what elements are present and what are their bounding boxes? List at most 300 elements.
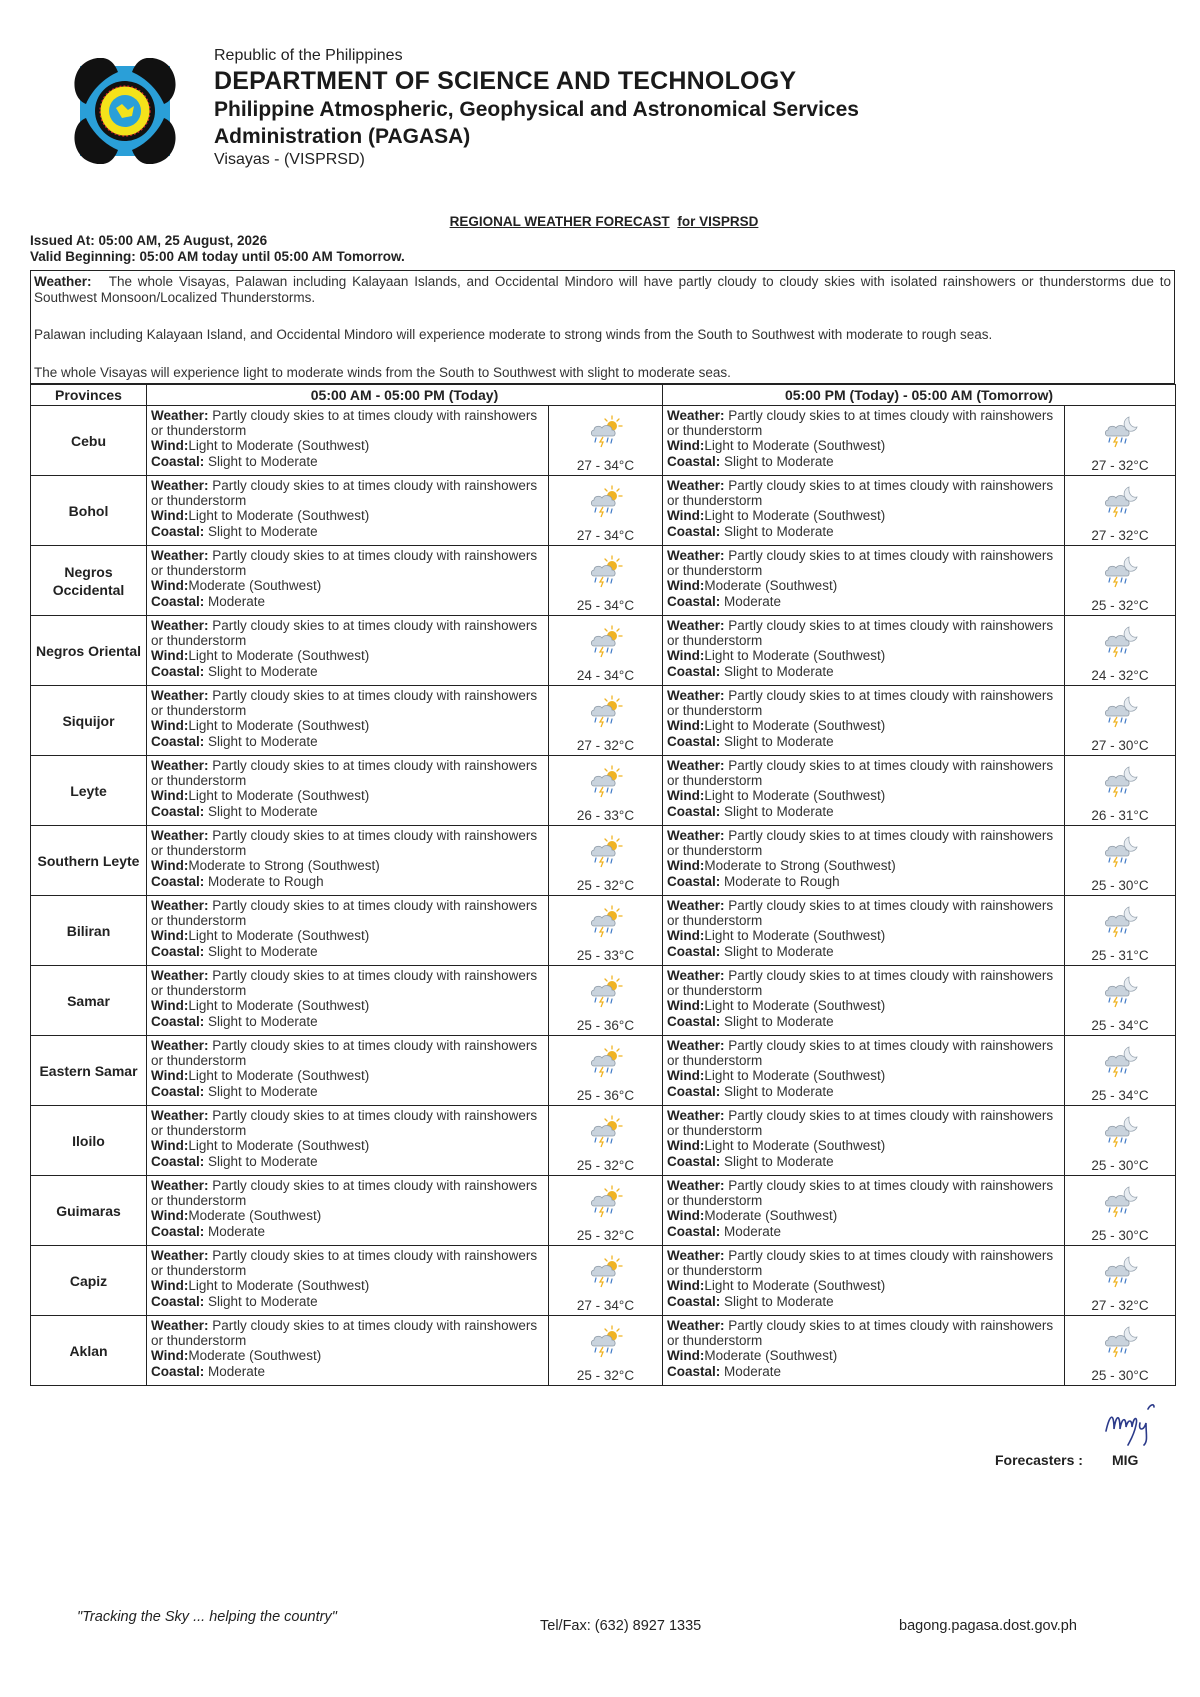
weather-label: Weather: [151, 898, 209, 913]
day-wind-text: Light to Moderate (Southwest) [188, 1138, 370, 1154]
day-forecast-cell [549, 686, 663, 756]
day-wind-line [151, 928, 544, 943]
coastal-label: Coastal: [151, 663, 205, 679]
night-coastal-text: Moderate [724, 1223, 782, 1239]
synopsis-text-1: The whole Visayas, Palawan including Kalayaan Islands, and Occidental Mindoro will have partly cloudy to cloudy skies with isolated rainshowers or thunderstorms due to Southwest Monsoon/Localized Thunderstorms. [34, 274, 1171, 305]
partly-cloudy-day-thunderstorm-icon [588, 1254, 624, 1288]
day-forecast-cell [549, 1106, 663, 1176]
night-forecast-cell [1065, 826, 1176, 896]
province-name: Guimaras [31, 1176, 147, 1246]
night-forecast-cell [1065, 966, 1176, 1036]
weather-label: Weather: [667, 1318, 725, 1333]
province-name: Southern Leyte [31, 826, 147, 896]
day-temperature: 25 - 36°C [576, 1088, 635, 1103]
night-temperature: 26 - 31°C [1091, 808, 1149, 823]
province-name: Capiz [31, 1246, 147, 1316]
day-weather-text: Partly cloudy skies to at times cloudy with rainshowers or thunderstorm [151, 898, 538, 929]
night-wind-text: Light to Moderate (Southwest) [704, 1278, 886, 1294]
title-main: REGIONAL WEATHER FORECAST [449, 214, 670, 229]
day-coastal-text: Slight to Moderate [208, 943, 318, 959]
night-wind-line [667, 1138, 1060, 1153]
day-weather-line [151, 758, 544, 788]
wind-label: Wind: [151, 858, 189, 874]
night-temperature: 27 - 30°C [1091, 738, 1149, 753]
night-wind-text: Light to Moderate (Southwest) [704, 1068, 886, 1084]
night-temperature: 24 - 32°C [1091, 668, 1149, 683]
night-weather-line [667, 758, 1060, 788]
wind-label: Wind: [151, 508, 189, 524]
night-wind-text: Moderate (Southwest) [704, 1208, 838, 1224]
title-suffix: for VISPRSD [677, 214, 759, 229]
weather-label: Weather: [151, 478, 209, 493]
weather-label: Weather: [667, 548, 725, 563]
day-wind-line [151, 788, 544, 803]
day-coastal-line [151, 524, 544, 539]
partly-cloudy-night-thunderstorm-icon [1102, 1324, 1138, 1358]
night-weather-text: Partly cloudy skies to at times cloudy with rainshowers or thunderstorm [667, 618, 1054, 649]
night-coastal-text: Slight to Moderate [724, 663, 834, 679]
day-weather-line [151, 1178, 544, 1208]
province-name: Siquijor [31, 686, 147, 756]
day-coastal-text: Slight to Moderate [208, 1013, 318, 1029]
coastal-label: Coastal: [667, 733, 721, 749]
day-wind-text: Moderate (Southwest) [188, 1208, 322, 1224]
day-forecast-cell [549, 896, 663, 966]
night-weather-line [667, 1108, 1060, 1138]
partly-cloudy-night-thunderstorm-icon [1102, 694, 1138, 728]
day-coastal-text: Slight to Moderate [208, 1083, 318, 1099]
partly-cloudy-day-thunderstorm-icon [588, 484, 624, 518]
day-wind-line [151, 998, 544, 1013]
partly-cloudy-night-thunderstorm-icon [1102, 1114, 1138, 1148]
night-weather-text: Partly cloudy skies to at times cloudy with rainshowers or thunderstorm [667, 478, 1054, 509]
issued-at: Issued At: 05:00 AM, 25 August, 2026 [30, 233, 268, 248]
coastal-label: Coastal: [151, 453, 205, 469]
table-row [31, 1106, 1176, 1176]
night-forecast-text [663, 756, 1065, 826]
day-wind-text: Light to Moderate (Southwest) [188, 718, 370, 734]
partly-cloudy-night-thunderstorm-icon [1102, 1254, 1138, 1288]
province-name: Leyte [31, 756, 147, 826]
night-forecast-text [663, 686, 1065, 756]
night-coastal-line [667, 594, 1060, 609]
day-coastal-text: Slight to Moderate [208, 663, 318, 679]
day-coastal-line [151, 1224, 544, 1239]
night-wind-text: Moderate to Strong (Southwest) [704, 858, 896, 874]
night-weather-line [667, 828, 1060, 858]
night-wind-line [667, 718, 1060, 733]
wind-label: Wind: [667, 788, 705, 804]
night-wind-text: Light to Moderate (Southwest) [704, 998, 886, 1014]
day-wind-text: Light to Moderate (Southwest) [188, 998, 370, 1014]
night-forecast-text [663, 1036, 1065, 1106]
day-weather-text: Partly cloudy skies to at times cloudy with rainshowers or thunderstorm [151, 1248, 538, 1279]
night-forecast-text [663, 1316, 1065, 1386]
day-forecast-text [147, 756, 549, 826]
coastal-label: Coastal: [151, 523, 205, 539]
night-temperature: 25 - 30°C [1091, 1158, 1149, 1173]
day-weather-text: Partly cloudy skies to at times cloudy with rainshowers or thunderstorm [151, 408, 538, 439]
coastal-label: Coastal: [151, 1223, 205, 1239]
weather-label: Weather: [151, 968, 209, 983]
weather-label: Weather: [667, 688, 725, 703]
wind-label: Wind: [151, 788, 189, 804]
night-weather-line [667, 968, 1060, 998]
weather-label: Weather: [151, 548, 209, 563]
night-weather-text: Partly cloudy skies to at times cloudy with rainshowers or thunderstorm [667, 1108, 1054, 1139]
day-forecast-cell [549, 406, 663, 476]
day-forecast-text [147, 826, 549, 896]
day-wind-text: Moderate (Southwest) [188, 578, 322, 594]
weather-label: Weather: [667, 618, 725, 633]
synopsis-paragraph-2: Palawan including Kalayaan Island, and Occidental Mindoro will experience moderate to strong winds from the South to Southwest with moderate to rough seas. [34, 327, 993, 342]
wind-label: Wind: [151, 928, 189, 944]
wind-label: Wind: [151, 438, 189, 454]
night-temperature: 27 - 32°C [1091, 458, 1149, 473]
day-wind-line [151, 1138, 544, 1153]
night-forecast-text [663, 616, 1065, 686]
day-forecast-cell [549, 966, 663, 1036]
night-coastal-line [667, 944, 1060, 959]
night-coastal-text: Moderate [724, 593, 782, 609]
night-wind-text: Light to Moderate (Southwest) [704, 788, 886, 804]
weather-label: Weather: [667, 968, 725, 983]
night-coastal-line [667, 1364, 1060, 1379]
night-forecast-text [663, 1246, 1065, 1316]
night-forecast-cell [1065, 546, 1176, 616]
day-weather-line [151, 828, 544, 858]
night-weather-text: Partly cloudy skies to at times cloudy with rainshowers or thunderstorm [667, 408, 1054, 439]
day-coastal-line [151, 454, 544, 469]
night-wind-text: Moderate (Southwest) [704, 578, 838, 594]
day-wind-line [151, 508, 544, 523]
day-weather-line [151, 968, 544, 998]
weather-label: Weather: [151, 408, 209, 423]
day-wind-text: Moderate (Southwest) [188, 1348, 322, 1364]
day-coastal-line [151, 1294, 544, 1309]
partly-cloudy-night-thunderstorm-icon [1102, 414, 1138, 448]
night-wind-line [667, 788, 1060, 803]
night-wind-text: Light to Moderate (Southwest) [704, 508, 886, 524]
province-name: Iloilo [31, 1106, 147, 1176]
agency-name-line2: Administration (PAGASA) [214, 125, 471, 148]
weather-synopsis [30, 270, 1175, 384]
night-forecast-text [663, 826, 1065, 896]
coastal-label: Coastal: [667, 943, 721, 959]
province-name: Negros Oriental [31, 616, 147, 686]
night-wind-line [667, 578, 1060, 593]
department-name: DEPARTMENT OF SCIENCE AND TECHNOLOGY [214, 67, 797, 95]
night-temperature: 25 - 30°C [1091, 878, 1149, 893]
wind-label: Wind: [667, 1208, 705, 1224]
regional-office: Visayas - (VISPRSD) [214, 151, 365, 168]
weather-label: Weather: [667, 898, 725, 913]
night-coastal-line [667, 734, 1060, 749]
coastal-label: Coastal: [151, 873, 205, 889]
day-coastal-line [151, 1364, 544, 1379]
wind-label: Wind: [151, 1138, 189, 1154]
night-coastal-line [667, 1084, 1060, 1099]
province-name: Biliran [31, 896, 147, 966]
night-forecast-cell [1065, 756, 1176, 826]
coastal-label: Coastal: [151, 1293, 205, 1309]
day-weather-text: Partly cloudy skies to at times cloudy with rainshowers or thunderstorm [151, 968, 538, 999]
day-coastal-line [151, 804, 544, 819]
night-temperature: 25 - 30°C [1091, 1228, 1149, 1243]
website-link[interactable]: bagong.pagasa.dost.gov.ph [899, 1618, 1077, 1634]
day-forecast-text [147, 546, 549, 616]
night-coastal-text: Slight to Moderate [724, 733, 834, 749]
republic-line: Republic of the Philippines [214, 47, 403, 64]
table-row [31, 826, 1176, 896]
table-row [31, 896, 1176, 966]
forecasters-label: Forecasters : [995, 1452, 1083, 1468]
night-temperature: 25 - 30°C [1091, 1368, 1149, 1383]
night-forecast-text [663, 546, 1065, 616]
night-wind-line [667, 1348, 1060, 1363]
night-temperature: 27 - 32°C [1091, 528, 1149, 543]
table-row [31, 1036, 1176, 1106]
night-weather-line [667, 1038, 1060, 1068]
coastal-label: Coastal: [667, 803, 721, 819]
weather-label: Weather: [151, 688, 209, 703]
night-weather-text: Partly cloudy skies to at times cloudy with rainshowers or thunderstorm [667, 1248, 1054, 1279]
night-coastal-text: Slight to Moderate [724, 1293, 834, 1309]
night-forecast-text [663, 1106, 1065, 1176]
day-wind-line [151, 578, 544, 593]
day-wind-line [151, 438, 544, 453]
table-row [31, 1316, 1176, 1386]
night-weather-text: Partly cloudy skies to at times cloudy with rainshowers or thunderstorm [667, 688, 1054, 719]
province-name: Negros Occidental [31, 546, 147, 616]
night-forecast-text [663, 896, 1065, 966]
wind-label: Wind: [667, 1068, 705, 1084]
day-coastal-text: Slight to Moderate [208, 803, 318, 819]
col-provinces: Provinces [31, 385, 147, 406]
partly-cloudy-night-thunderstorm-icon [1102, 764, 1138, 798]
night-wind-text: Light to Moderate (Southwest) [704, 1138, 886, 1154]
night-forecast-cell [1065, 1036, 1176, 1106]
coastal-label: Coastal: [667, 1083, 721, 1099]
coastal-label: Coastal: [667, 1223, 721, 1239]
province-name: Samar [31, 966, 147, 1036]
day-wind-text: Moderate to Strong (Southwest) [188, 858, 380, 874]
night-coastal-line [667, 1224, 1060, 1239]
wind-label: Wind: [667, 1348, 705, 1364]
day-wind-line [151, 858, 544, 873]
day-temperature: 27 - 34°C [576, 458, 635, 473]
day-weather-line [151, 548, 544, 578]
day-weather-text: Partly cloudy skies to at times cloudy with rainshowers or thunderstorm [151, 1108, 538, 1139]
weather-label: Weather: [151, 1248, 209, 1263]
night-coastal-text: Slight to Moderate [724, 803, 834, 819]
night-coastal-text: Slight to Moderate [724, 1013, 834, 1029]
day-weather-text: Partly cloudy skies to at times cloudy with rainshowers or thunderstorm [151, 828, 538, 859]
coastal-label: Coastal: [151, 1363, 205, 1379]
day-coastal-line [151, 944, 544, 959]
day-coastal-text: Slight to Moderate [208, 523, 318, 539]
night-forecast-cell [1065, 1246, 1176, 1316]
table-header-row [31, 385, 1176, 406]
coastal-label: Coastal: [151, 803, 205, 819]
partly-cloudy-day-thunderstorm-icon [588, 554, 624, 588]
agency-name-line1: Philippine Atmospheric, Geophysical and Astronomical Services [214, 98, 859, 121]
night-forecast-cell [1065, 406, 1176, 476]
night-weather-text: Partly cloudy skies to at times cloudy with rainshowers or thunderstorm [667, 968, 1054, 999]
night-coastal-line [667, 1294, 1060, 1309]
weather-label: Weather: [667, 758, 725, 773]
day-wind-text: Light to Moderate (Southwest) [188, 1068, 370, 1084]
coastal-label: Coastal: [151, 733, 205, 749]
weather-label: Weather: [667, 1178, 725, 1193]
wind-label: Wind: [667, 1278, 705, 1294]
partly-cloudy-night-thunderstorm-icon [1102, 974, 1138, 1008]
wind-label: Wind: [667, 648, 705, 664]
wind-label: Wind: [151, 718, 189, 734]
night-coastal-line [667, 1154, 1060, 1169]
agency-motto: "Tracking the Sky ... helping the country" [77, 1609, 337, 1625]
table-row [31, 546, 1176, 616]
day-weather-text: Partly cloudy skies to at times cloudy with rainshowers or thunderstorm [151, 478, 538, 509]
coastal-label: Coastal: [151, 1013, 205, 1029]
coastal-label: Coastal: [667, 593, 721, 609]
night-coastal-line [667, 874, 1060, 889]
night-forecast-cell [1065, 616, 1176, 686]
day-coastal-line [151, 664, 544, 679]
day-forecast-cell [549, 616, 663, 686]
weather-label: Weather: [151, 1178, 209, 1193]
wind-label: Wind: [151, 998, 189, 1014]
partly-cloudy-day-thunderstorm-icon [588, 694, 624, 728]
day-wind-text: Light to Moderate (Southwest) [188, 1278, 370, 1294]
forecast-table [30, 384, 1176, 1386]
wind-label: Wind: [151, 1348, 189, 1364]
night-coastal-line [667, 524, 1060, 539]
night-coastal-line [667, 454, 1060, 469]
coastal-label: Coastal: [667, 873, 721, 889]
partly-cloudy-day-thunderstorm-icon [588, 834, 624, 868]
day-temperature: 25 - 32°C [576, 1158, 635, 1173]
day-weather-text: Partly cloudy skies to at times cloudy with rainshowers or thunderstorm [151, 548, 538, 579]
night-weather-text: Partly cloudy skies to at times cloudy with rainshowers or thunderstorm [667, 1178, 1054, 1209]
night-weather-text: Partly cloudy skies to at times cloudy with rainshowers or thunderstorm [667, 548, 1054, 579]
night-wind-line [667, 1068, 1060, 1083]
coastal-label: Coastal: [667, 453, 721, 469]
day-wind-line [151, 1348, 544, 1363]
night-forecast-text [663, 476, 1065, 546]
night-weather-text: Partly cloudy skies to at times cloudy with rainshowers or thunderstorm [667, 1038, 1054, 1069]
day-coastal-line [151, 1084, 544, 1099]
night-temperature: 25 - 34°C [1091, 1088, 1149, 1103]
night-wind-line [667, 648, 1060, 663]
day-forecast-cell [549, 1316, 663, 1386]
day-temperature: 25 - 33°C [576, 948, 635, 963]
day-weather-text: Partly cloudy skies to at times cloudy with rainshowers or thunderstorm [151, 758, 538, 789]
night-coastal-text: Slight to Moderate [724, 453, 834, 469]
day-coastal-line [151, 874, 544, 889]
coastal-label: Coastal: [151, 1083, 205, 1099]
table-row [31, 476, 1176, 546]
partly-cloudy-night-thunderstorm-icon [1102, 904, 1138, 938]
day-forecast-cell [549, 826, 663, 896]
wind-label: Wind: [667, 438, 705, 454]
day-temperature: 24 - 34°C [576, 668, 635, 683]
wind-label: Wind: [151, 578, 189, 594]
night-coastal-text: Slight to Moderate [724, 943, 834, 959]
table-row [31, 1176, 1176, 1246]
wind-label: Wind: [667, 858, 705, 874]
weather-label: Weather: [151, 1318, 209, 1333]
night-forecast-cell [1065, 1316, 1176, 1386]
contact-telfax: Tel/Fax: (632) 8927 1335 [540, 1618, 702, 1634]
night-coastal-text: Slight to Moderate [724, 523, 834, 539]
night-coastal-line [667, 1014, 1060, 1029]
day-wind-line [151, 718, 544, 733]
night-weather-line [667, 478, 1060, 508]
wind-label: Wind: [667, 508, 705, 524]
night-coastal-line [667, 664, 1060, 679]
night-weather-line [667, 1248, 1060, 1278]
forecaster-signature [1104, 1401, 1156, 1447]
coastal-label: Coastal: [151, 1153, 205, 1169]
night-forecast-cell [1065, 476, 1176, 546]
day-forecast-text [147, 616, 549, 686]
night-wind-line [667, 1208, 1060, 1223]
table-row [31, 756, 1176, 826]
day-wind-text: Light to Moderate (Southwest) [188, 508, 370, 524]
partly-cloudy-day-thunderstorm-icon [588, 1114, 624, 1148]
night-wind-line [667, 438, 1060, 453]
night-weather-text: Partly cloudy skies to at times cloudy with rainshowers or thunderstorm [667, 758, 1054, 789]
day-forecast-text [147, 1246, 549, 1316]
wind-label: Wind: [151, 1208, 189, 1224]
day-wind-line [151, 648, 544, 663]
valid-period: Valid Beginning: 05:00 AM today until 05:00 AM Tomorrow. [30, 249, 405, 264]
weather-label: Weather: [151, 1108, 209, 1123]
day-wind-text: Light to Moderate (Southwest) [188, 928, 370, 944]
partly-cloudy-day-thunderstorm-icon [588, 764, 624, 798]
day-forecast-text [147, 966, 549, 1036]
table-row [31, 406, 1176, 476]
partly-cloudy-night-thunderstorm-icon [1102, 484, 1138, 518]
day-weather-text: Partly cloudy skies to at times cloudy with rainshowers or thunderstorm [151, 1178, 538, 1209]
day-forecast-text [147, 1106, 549, 1176]
coastal-label: Coastal: [667, 1013, 721, 1029]
table-row [31, 616, 1176, 686]
province-name: Cebu [31, 406, 147, 476]
night-forecast-text [663, 1176, 1065, 1246]
night-coastal-text: Slight to Moderate [724, 1083, 834, 1099]
day-temperature: 27 - 34°C [576, 1298, 635, 1313]
wind-label: Wind: [667, 998, 705, 1014]
day-wind-line [151, 1208, 544, 1223]
day-weather-line [151, 1318, 544, 1348]
day-weather-line [151, 618, 544, 648]
day-weather-line [151, 688, 544, 718]
synopsis-paragraph-1 [34, 274, 1171, 305]
night-weather-text: Partly cloudy skies to at times cloudy with rainshowers or thunderstorm [667, 898, 1054, 929]
day-temperature: 27 - 32°C [576, 738, 635, 753]
day-forecast-cell [549, 546, 663, 616]
col-tonight: 05:00 PM (Today) - 05:00 AM (Tomorrow) [663, 385, 1176, 406]
day-forecast-text [147, 476, 549, 546]
day-coastal-text: Slight to Moderate [208, 1153, 318, 1169]
wind-label: Wind: [151, 648, 189, 664]
day-forecast-cell [549, 756, 663, 826]
day-coastal-line [151, 1154, 544, 1169]
night-temperature: 25 - 32°C [1091, 598, 1149, 613]
day-forecast-text [147, 1036, 549, 1106]
